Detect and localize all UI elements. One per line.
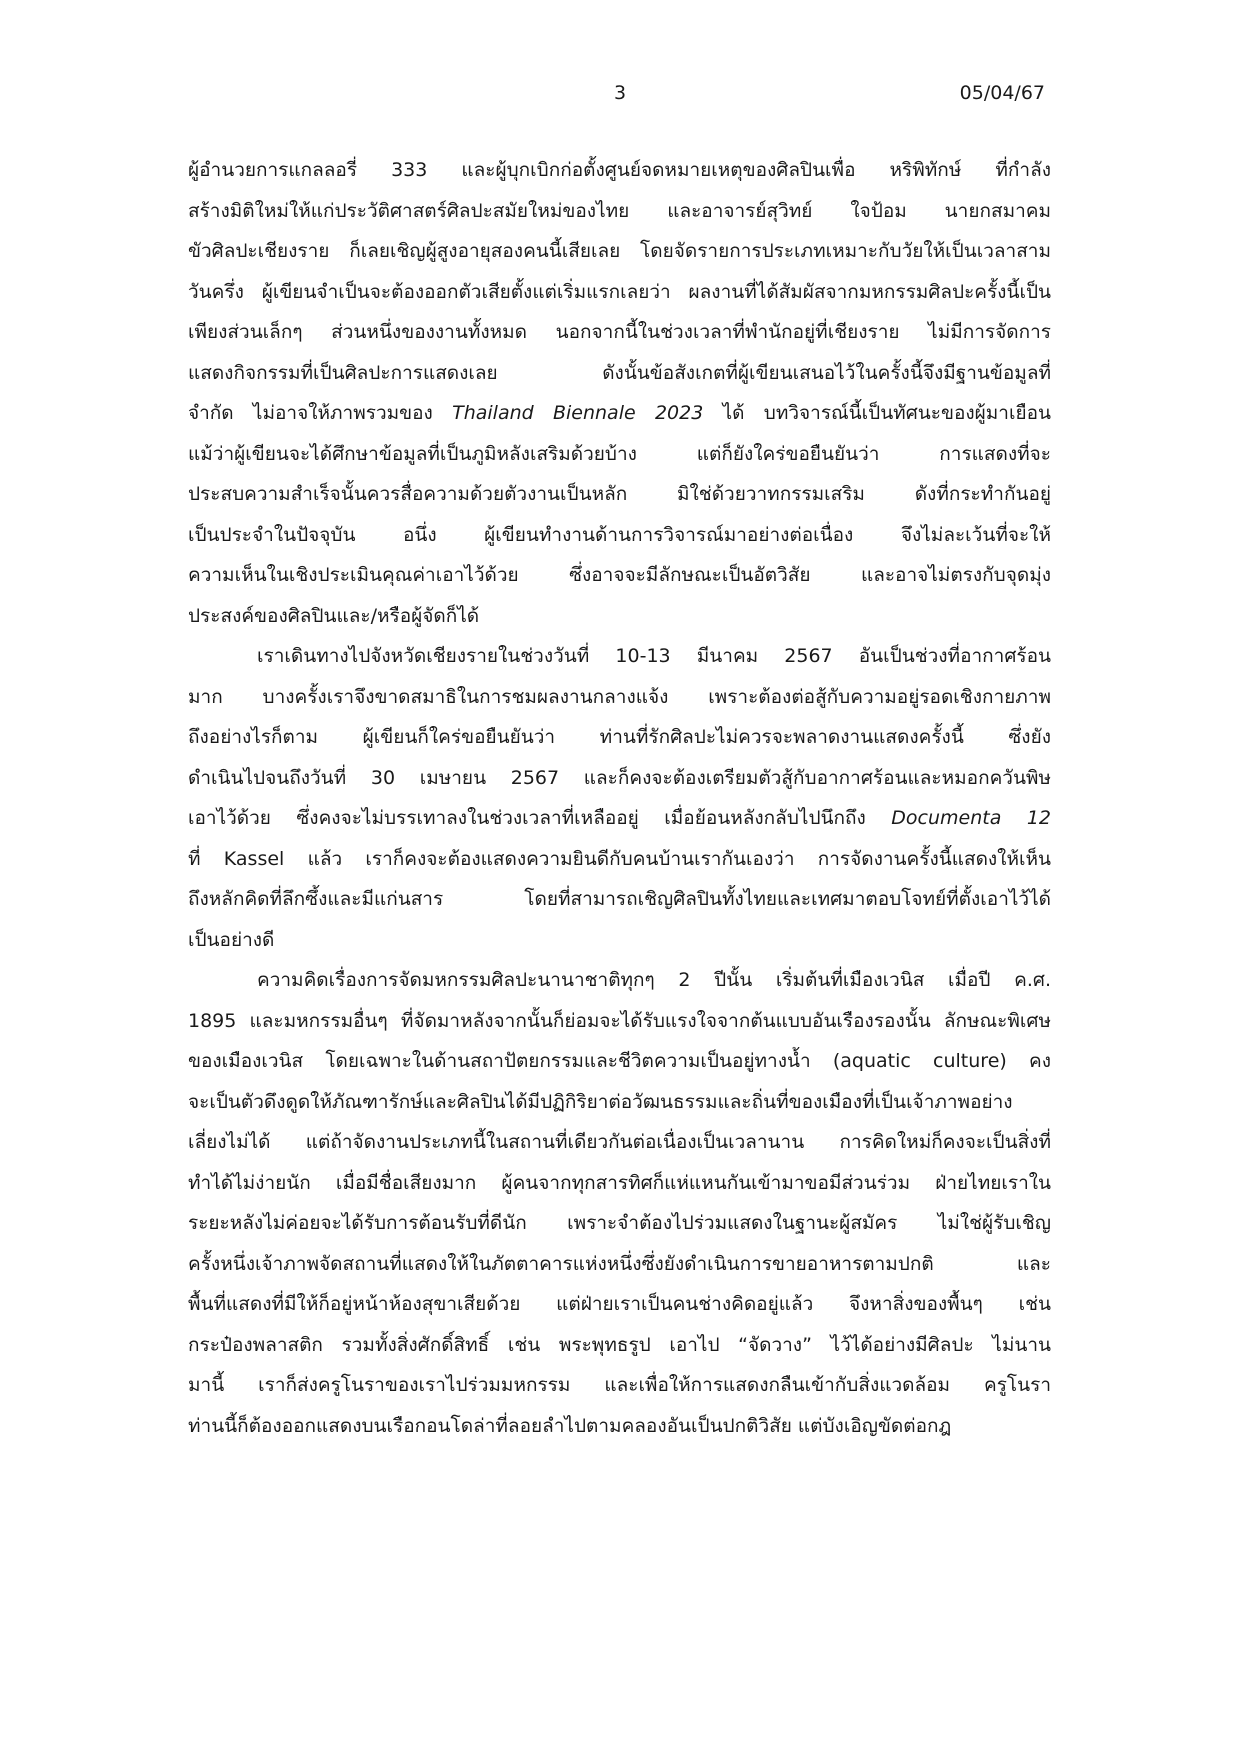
text-line: [188, 393, 1051, 434]
text-run: เอาไว้ด้วย ซึ่งคงจะไม่บรรเทาลงในช่วงเวลาที่เหลืออยู่ เมื่อย้อนหลังกลับไปนึกถึง: [188, 807, 892, 829]
text-run: จำกัด ไม่อาจให้ภาพรวมของ: [188, 402, 453, 424]
page-number: 3: [613, 82, 627, 104]
text-run: ได้ บทวิจารณ์นี้เป็นทัศนะของผู้มาเยือน: [703, 402, 1051, 424]
text-line: เป็นอย่างดี: [188, 928, 275, 951]
italic-title: Documenta 12: [891, 807, 1051, 829]
text-line: ประสบความสำเร็จนั้นควรสื่อความด้วยตัวงานเป็นหลัก มิใช่ด้วยวาทกรรมเสริม ดังที่กระทำกันอยู่: [188, 483, 1051, 505]
text-line: ถึงหลักคิดที่ลึกซึ้งและมีแก่นสาร โดยที่สามารถเชิญศิลปินทั้งไทยและเทศมาตอบโจทย์ที่ตั้งเอาไว้ได้: [188, 888, 1051, 910]
text-line: ความคิดเรื่องการจัดมหกรรมศิลปะนานาชาติทุกๆ 2 ปีนั้น เริ่มต้นที่เมืองเวนิส เมื่อปี ค.ศ.: [257, 969, 1051, 991]
text-line: จะเป็นตัวดึงดูดให้ภัณฑารักษ์และศิลปินได้มีปฏิกิริยาต่อวัฒนธรรมและถิ่นที่ของเมืองที่เป็นเจ้าภาพอย่าง: [188, 1090, 1013, 1113]
text-line: ทำได้ไม่ง่ายนัก เมื่อมีชื่อเสียงมาก ผู้คนจากทุกสารทิศก็แห่แหนกันเข้ามาขอมีส่วนร่วม ฝ่ายไทยเราใน: [188, 1171, 1051, 1194]
text-line: ดำเนินไปจนถึงวันที่ 30 เมษายน 2567 และก็คงจะต้องเตรียมตัวสู้กับอากาศร้อนและหมอกควันพิษ: [188, 766, 1051, 789]
text-line: [188, 798, 1051, 839]
text-line: สร้างมิติใหม่ให้แก่ประวัติศาสตร์ศิลปะสมัยใหม่ของไทย และอาจารย์สุวิทย์ ใจป้อม นายกสมาคม: [188, 199, 1051, 222]
text-line: พื้นที่แสดงที่มีให้ก็อยู่หน้าห้องสุขาเสียด้วย แต่ฝ่ายเราเป็นคนช่างคิดอยู่แล้ว จึงหาสิ่งของพื้นๆ เช่น: [188, 1293, 1051, 1315]
text-line: ครั้งหนึ่งเจ้าภาพจัดสถานที่แสดงให้ในภัตตาคารแห่งหนึ่งซึ่งยังดำเนินการขายอาหารตามปกติ และ: [188, 1252, 1051, 1275]
paragraph-1: [188, 150, 1051, 636]
text-line: ท่านนี้ก็ต้องออกแสดงบนเรือกอนโดล่าที่ลอยลำไปตามคลองอันเป็นปกติวิสัย แต่บังเอิญขัดต่อกฎ: [188, 1414, 952, 1437]
text-line: ความเห็นในเชิงประเมินคุณค่าเอาไว้ด้วย ซึ่งอาจจะมีลักษณะเป็นอัตวิสัย และอาจไม่ตรงกับจุดมุ่ง: [188, 564, 1051, 586]
text-line: มานี้ เราก็ส่งครูโนราของเราไปร่วมมหกรรม และเพื่อให้การแสดงกลืนเข้ากับสิ่งแวดล้อม ครูโนรา: [188, 1374, 1051, 1396]
text-line: ที่ Kassel แล้ว เราก็คงจะต้องแสดงความยินดีกับคนบ้านเรากันเองว่า การจัดงานครั้งนี้แสดงให้เห็น: [188, 847, 1051, 870]
text-line: ของเมืองเวนิส โดยเฉพาะในด้านสถาปัตยกรรมและชีวิตความเป็นอยู่ทางน้ำ (aquatic culture) คง: [188, 1050, 1051, 1072]
text-line: มาก บางครั้งเราจึงขาดสมาธิในการชมผลงานกลางแจ้ง เพราะต้องต่อสู้กับความอยู่รอดเชิงกายภาพ: [188, 685, 1051, 708]
body-text: [188, 150, 1051, 1446]
text-line: ประสงค์ของศิลปินและ/หรือผู้จัดก็ได้: [188, 604, 480, 627]
text-line: เราเดินทางไปจังหวัดเชียงรายในช่วงวันที่ 10-13 มีนาคม 2567 อันเป็นช่วงที่อากาศร้อน: [257, 645, 1051, 667]
text-line: เป็นประจำในปัจจุบัน อนึ่ง ผู้เขียนทำงานด้านการวิจารณ์มาอย่างต่อเนื่อง จึงไม่ละเว้นที่จะให้: [188, 523, 1051, 546]
text-line: เพียงส่วนเล็กๆ ส่วนหนึ่งของงานทั้งหมด นอกจากนี้ในช่วงเวลาที่พำนักอยู่ที่เชียงราย ไม่มีการจัดการ: [188, 321, 1051, 343]
text-line: วันครึ่ง ผู้เขียนจำเป็นจะต้องออกตัวเสียตั้งแต่เริ่มแรกเลยว่า ผลงานที่ได้สัมผัสจากมหกรรมศิลปะครั้งนี้เป็น: [188, 280, 1051, 303]
text-line: ระยะหลังไม่ค่อยจะได้รับการต้อนรับที่ดีนัก เพราะจำต้องไปร่วมแสดงในฐานะผู้สมัคร ไม่ใช่ผู้รับเชิญ: [188, 1212, 1051, 1234]
header-date: 05/04/67: [959, 82, 1045, 104]
text-line: 1895 และมหกรรมอื่นๆ ที่จัดมาหลังจากนั้นก็ย่อมจะได้รับแรงใจจากต้นแบบอันเรืองรองนั้น ลักษณะพิเศษ: [188, 1009, 1051, 1032]
text-line: แม้ว่าผู้เขียนจะได้ศึกษาข้อมูลที่เป็นภูมิหลังเสริมด้วยบ้าง แต่ก็ยังใคร่ขอยืนยันว่า การแสดงที่จะ: [188, 442, 1051, 465]
text-line: ถึงอย่างไรก็ตาม ผู้เขียนก็ใคร่ขอยืนยันว่า ท่านที่รักศิลปะไม่ควรจะพลาดงานแสดงครั้งนี้ ซึ่งยัง: [188, 726, 1051, 748]
text-line: เลี่ยงไม่ได้ แต่ถ้าจัดงานประเภทนี้ในสถานที่เดียวกันต่อเนื่องเป็นเวลานาน การคิดใหม่ก็คงจะเป็นสิ่งที่: [188, 1131, 1051, 1153]
text-line: ผู้อำนวยการแกลลอรี่ 333 และผู้บุกเบิกก่อตั้งศูนย์จดหมายเหตุของศิลปินเพื่อ หริพิทักษ์ ที่กำลัง: [188, 159, 1051, 181]
italic-title: Thailand Biennale 2023: [452, 402, 704, 424]
text-line: ขัวศิลปะเชียงราย ก็เลยเชิญผู้สูงอายุสองคนนี้เสียเลย โดยจัดรายการประเภทเหมาะกับวัยให้เป็นเวลาสาม: [188, 240, 1051, 262]
paragraph-2: [188, 636, 1051, 960]
text-line: กระป๋องพลาสติก รวมทั้งสิ่งศักดิ์สิทธิ์ เช่น พระพุทธรูป เอาไป “จัดวาง” ไว้ได้อย่างมีศิลปะ ไม่นาน: [188, 1333, 1051, 1356]
paragraph-3: [188, 960, 1051, 1446]
text-line: แสดงกิจกรรมที่เป็นศิลปะการแสดงเลย ดังนั้นข้อสังเกตที่ผู้เขียนเสนอไว้ในครั้งนี้จึงมีฐานข้อมูลที่: [188, 361, 1051, 384]
